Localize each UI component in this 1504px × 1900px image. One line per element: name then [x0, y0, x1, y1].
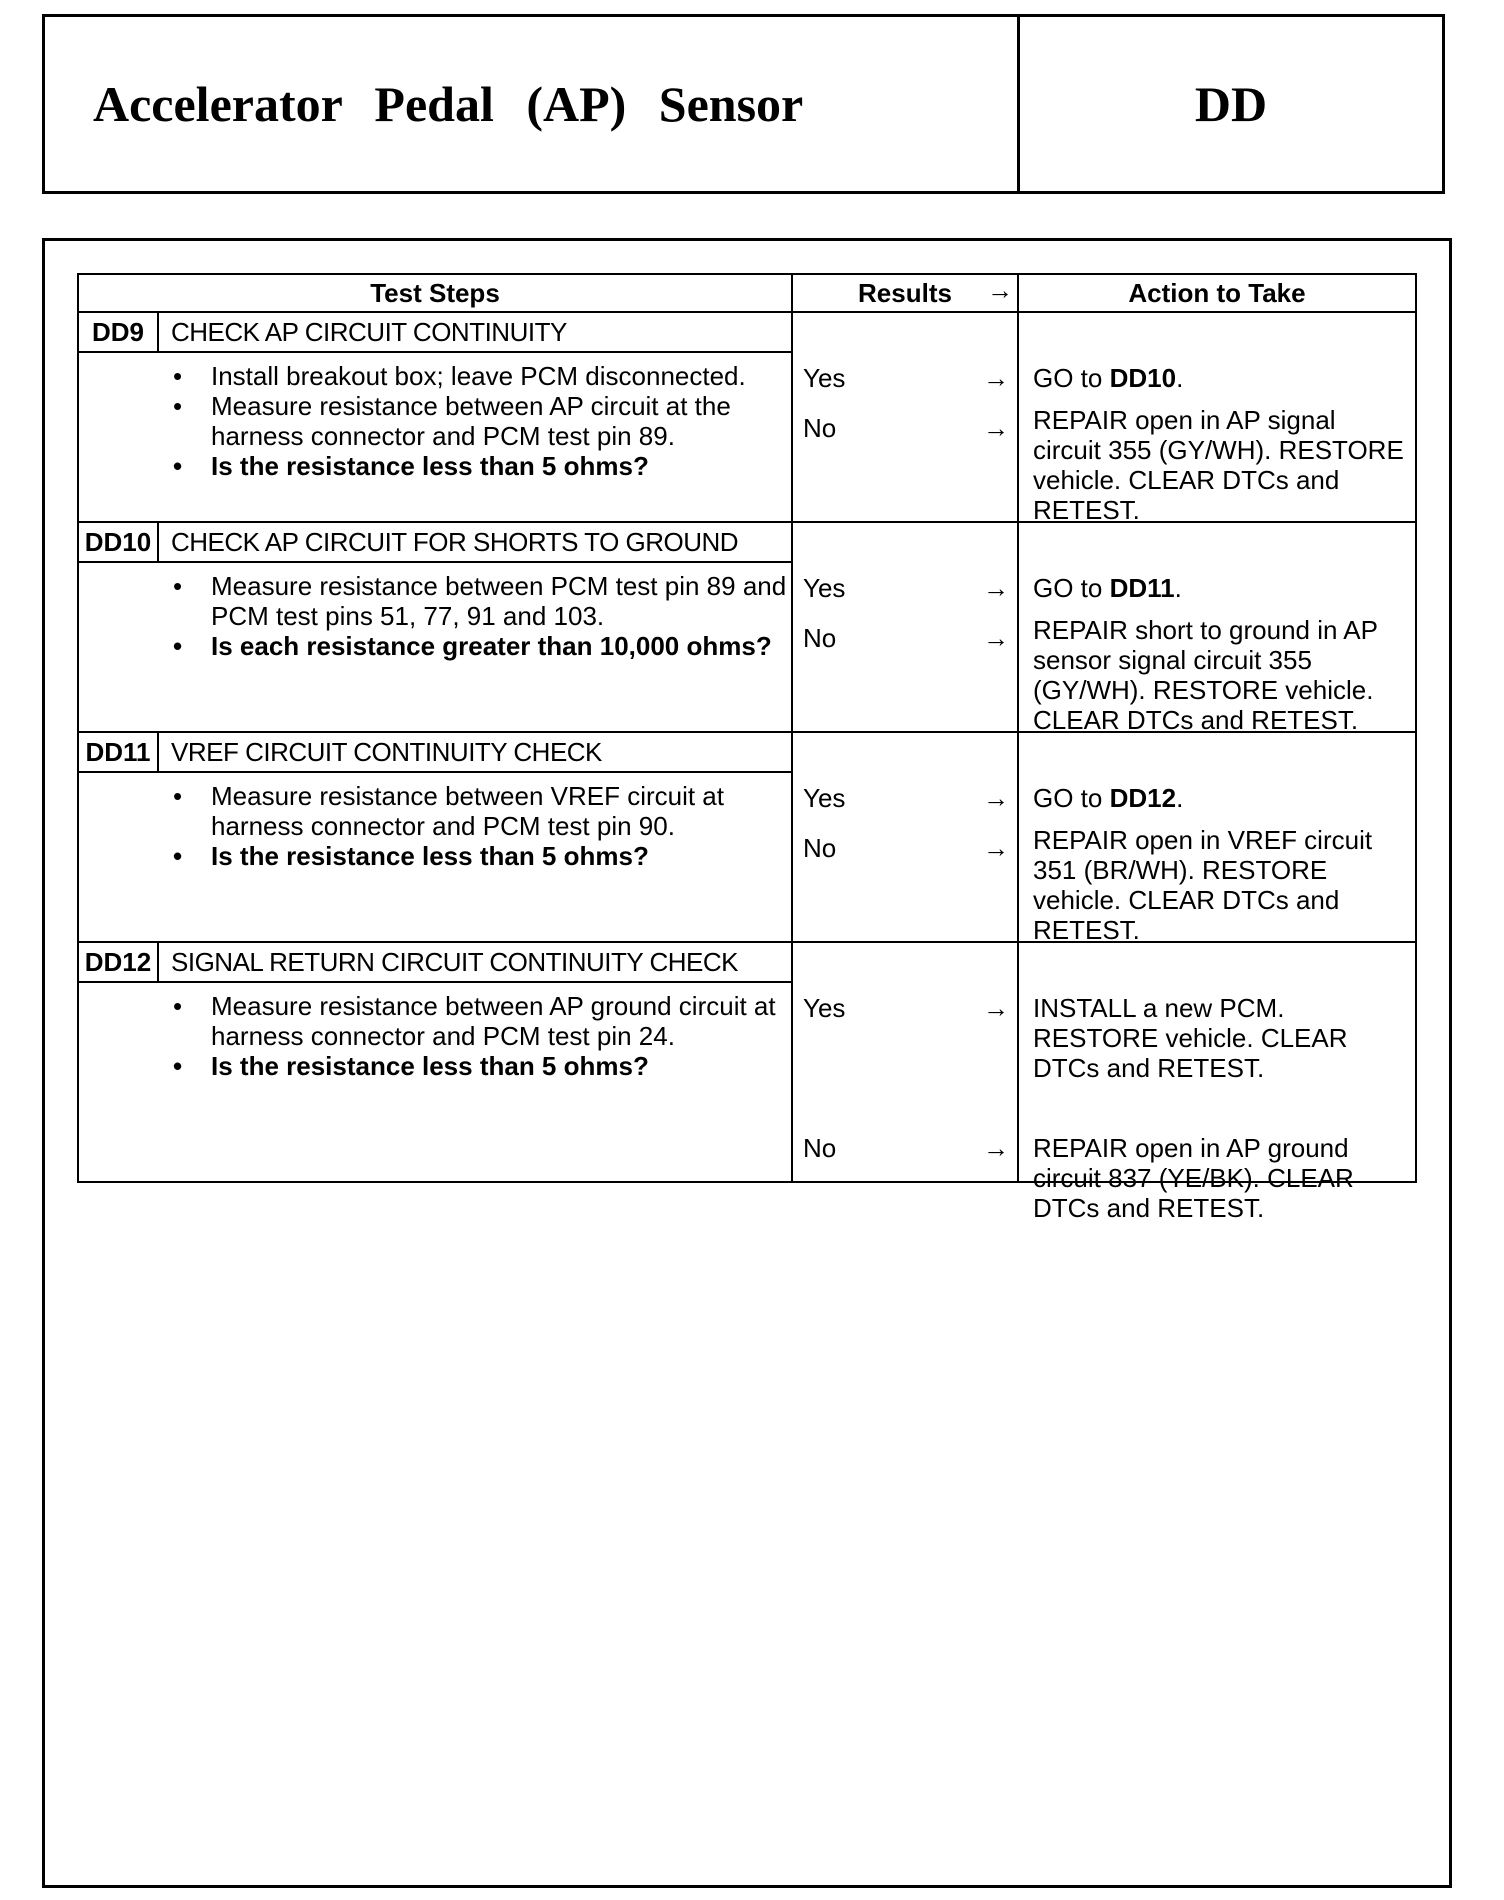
step-id: DD12	[79, 943, 159, 981]
action-cell	[1018, 312, 1416, 525]
action-cell	[1018, 942, 1416, 1223]
step-question: • Is the resistance less than 5 ohms?	[211, 451, 791, 481]
results-cell	[792, 522, 1018, 732]
step-header	[79, 733, 791, 773]
result-yes	[803, 993, 1009, 1023]
step-instruction: • Measure resistance between PCM test pin 89 and PCM test pins 51, 77, 91 and 103.	[211, 571, 791, 631]
yes-action	[1033, 993, 1405, 1083]
col-header-action: Action to Take	[1018, 274, 1416, 312]
yes-action	[1033, 573, 1405, 603]
step-instructions	[79, 571, 791, 661]
col-header-test-steps: Test Steps	[78, 274, 792, 312]
result-no	[803, 833, 1009, 863]
step-cell	[78, 732, 792, 942]
step-id: DD10	[79, 523, 159, 561]
arrow-right-icon: →	[983, 363, 1009, 393]
no-action: REPAIR short to ground in AP sensor signal circuit 355 (GY/WH). RESTORE vehicle. CLEAR DTCs and RETEST.	[1033, 615, 1378, 735]
result-yes	[803, 363, 1009, 393]
arrow-right-icon: →	[983, 783, 1009, 813]
yes-action-ref: DD10	[1109, 363, 1177, 393]
arrow-right-icon: →	[987, 275, 1013, 305]
step-instruction: • Install breakout box; leave PCM disconnected.	[211, 361, 791, 391]
step-cell	[78, 312, 792, 522]
arrow-right-icon: →	[983, 833, 1009, 863]
yes-action-text: GO to	[1033, 783, 1110, 813]
yes-action	[1033, 783, 1405, 813]
result-no	[803, 623, 1009, 653]
col-header-results-label: Results	[858, 278, 952, 308]
table-row	[78, 732, 1416, 942]
step-title: CHECK AP CIRCUIT FOR SHORTS TO GROUND	[171, 527, 739, 557]
result-no	[803, 413, 1009, 443]
arrow-right-icon: →	[983, 573, 1009, 603]
step-instructions	[79, 781, 791, 871]
step-id: DD11	[79, 733, 159, 771]
result-no-label: No	[803, 833, 837, 863]
result-yes	[803, 573, 1009, 603]
result-yes-label: Yes	[803, 993, 846, 1023]
step-question: • Is each resistance greater than 10,000 ohms?	[211, 631, 791, 661]
step-header	[79, 943, 791, 983]
table-header-row	[78, 274, 1416, 312]
step-instruction: • Measure resistance between AP ground circuit at harness connector and PCM test pin 24.	[211, 991, 791, 1051]
arrow-right-icon: →	[983, 993, 1009, 1023]
step-cell	[78, 942, 792, 1182]
col-header-results	[792, 274, 1018, 312]
results-cell	[792, 942, 1018, 1182]
result-yes-label: Yes	[803, 573, 846, 603]
result-no-label: No	[803, 623, 837, 653]
step-instruction: • Measure resistance between VREF circuit at harness connector and PCM test pin 90.	[211, 781, 791, 841]
yes-action-ref: DD11	[1109, 573, 1175, 603]
table-row	[78, 942, 1416, 1182]
step-id: DD9	[79, 313, 159, 351]
no-action: REPAIR open in AP ground circuit 837 (YE/BK). CLEAR DTCs and RETEST.	[1033, 1133, 1354, 1223]
step-question: • Is the resistance less than 5 ohms?	[211, 841, 791, 871]
results-cell	[792, 312, 1018, 522]
arrow-right-icon: →	[983, 1133, 1009, 1163]
step-header	[79, 313, 791, 353]
page-header	[42, 14, 1445, 194]
yes-action-ref: DD12	[1109, 783, 1177, 813]
yes-action-suffix: .	[1174, 573, 1182, 603]
yes-action-text: GO to	[1033, 363, 1110, 393]
result-no	[803, 1133, 1009, 1163]
step-cell	[78, 522, 792, 732]
results-cell	[792, 732, 1018, 942]
test-steps-table	[77, 273, 1417, 1223]
step-instruction: • Measure resistance between AP circuit at the harness connector and PCM test pin 89.	[211, 391, 791, 451]
table-row	[78, 522, 1416, 732]
result-yes-label: Yes	[803, 363, 846, 393]
no-action: REPAIR open in VREF circuit 351 (BR/WH). RESTORE vehicle. CLEAR DTCs and RETEST.	[1033, 825, 1373, 945]
step-title: CHECK AP CIRCUIT CONTINUITY	[171, 317, 567, 347]
no-action: REPAIR open in AP signal circuit 355 (GY/WH). RESTORE vehicle. CLEAR DTCs and RETEST.	[1033, 405, 1404, 525]
step-question: • Is the resistance less than 5 ohms?	[211, 1051, 791, 1081]
page-title: Accelerator Pedal (AP) Sensor	[45, 17, 1020, 191]
arrow-right-icon: →	[983, 623, 1009, 653]
yes-action-suffix: .	[1176, 783, 1184, 813]
content-frame	[42, 238, 1452, 1888]
step-instructions	[79, 361, 791, 481]
section-code: DD	[1194, 76, 1268, 132]
action-cell	[1018, 522, 1416, 735]
yes-action	[1033, 363, 1405, 393]
result-no-label: No	[803, 413, 837, 443]
step-header	[79, 523, 791, 563]
step-title: SIGNAL RETURN CIRCUIT CONTINUITY CHECK	[171, 947, 739, 977]
result-no-label: No	[803, 1133, 837, 1163]
result-yes	[803, 783, 1009, 813]
arrow-right-icon: →	[983, 413, 1009, 443]
step-title: VREF CIRCUIT CONTINUITY CHECK	[171, 737, 602, 767]
step-instructions	[79, 991, 791, 1081]
yes-action-suffix: INSTALL a new PCM. RESTORE vehicle. CLEAR DTCs and RETEST.	[1033, 993, 1348, 1083]
result-yes-label: Yes	[803, 783, 846, 813]
yes-action-text: GO to	[1033, 573, 1110, 603]
yes-action-suffix: .	[1176, 363, 1184, 393]
table-row	[78, 312, 1416, 522]
action-cell	[1018, 732, 1416, 945]
